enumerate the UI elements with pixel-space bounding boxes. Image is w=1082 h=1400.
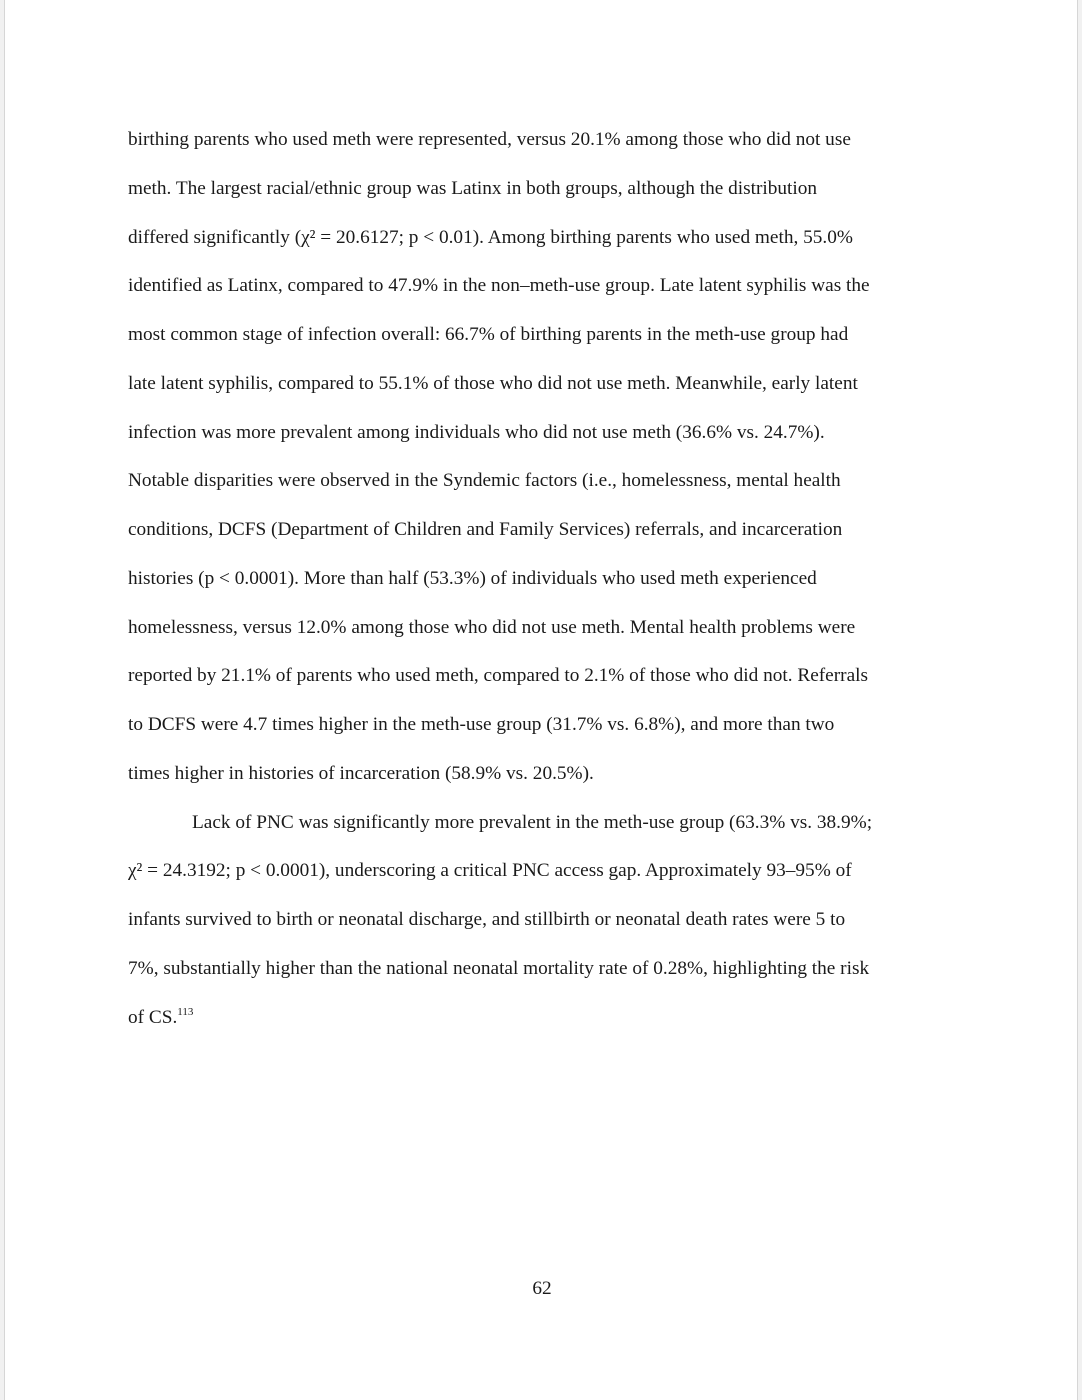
text-line-last (128, 994, 958, 1043)
text-line: late latent syphilis, compared to 55.1% of those who did not use meth. Meanwhile, early latent (128, 372, 858, 394)
text-line: to DCFS were 4.7 times higher in the meth-use group (31.7% vs. 6.8%), and more than two (128, 714, 835, 735)
text-line-indented: Lack of PNC was significantly more prevalent in the meth-use group (63.3% vs. 38.9%; (192, 811, 873, 833)
text-line: conditions, DCFS (Department of Children and Family Services) referrals, and incarceration (128, 519, 843, 540)
text-line: χ² = 24.3192; p < 0.0001), underscoring a critical PNC access gap. Approximately 93–95% of (128, 860, 852, 882)
text-line: reported by 21.1% of parents who used meth, compared to 2.1% of those who did not. Referrals (128, 665, 869, 687)
text-line: infants survived to birth or neonatal discharge, and stillbirth or neonatal death rates were 5 to (128, 909, 846, 930)
text-line: Notable disparities were observed in the Syndemic factors (i.e., homelessness, mental health (128, 470, 841, 492)
text-fragment: of CS. (128, 1006, 178, 1028)
text-line: differed significantly (χ² = 20.6127; p < 0.01). Among birthing parents who used meth, 55.0% (128, 226, 853, 248)
text-line: birthing parents who used meth were represented, versus 20.1% among those who did not use (128, 129, 851, 150)
text-line: infection was more prevalent among individuals who did not use meth (36.6% vs. 24.7%). (128, 421, 825, 443)
text-line: times higher in histories of incarceration (58.9% vs. 20.5%). (128, 762, 594, 784)
text-line: most common stage of infection overall: 66.7% of birthing parents in the meth-use group had (128, 324, 849, 345)
text-line: meth. The largest racial/ethnic group was Latinx in both groups, although the distribution (128, 177, 817, 199)
footnote-reference[interactable]: 113 (177, 1005, 194, 1018)
text-line: 7%, substantially higher than the national neonatal mortality rate of 0.28%, highlighting the risk (128, 957, 870, 979)
page-number: 62 (532, 1278, 552, 1299)
text-line: histories (p < 0.0001). More than half (53.3%) of individuals who used meth experienced (128, 567, 817, 589)
text-line: homelessness, versus 12.0% among those who did not use meth. Mental health problems were (128, 616, 856, 638)
text-line: identified as Latinx, compared to 47.9% in the non–meth-use group. Late latent syphilis was the (128, 275, 870, 297)
body-text (128, 116, 958, 1042)
document-page (4, 0, 1078, 1400)
